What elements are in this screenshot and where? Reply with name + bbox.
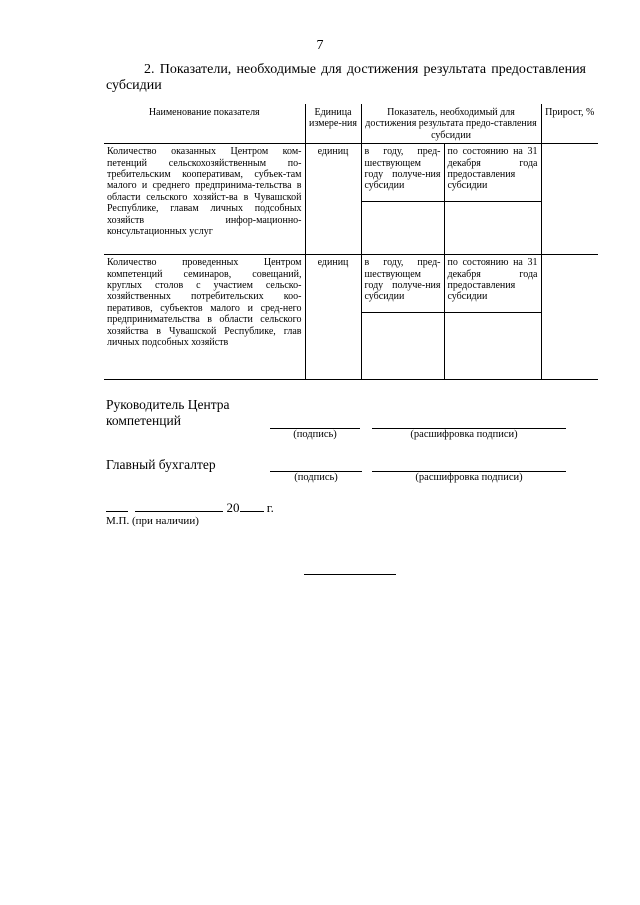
row-as-of: по состоянию на 31 декабря года предоставления субсидии <box>444 144 541 202</box>
indicators-table <box>104 104 598 380</box>
date-year-suffix: г. <box>266 500 274 515</box>
head-label: Руководитель Центра компетенций <box>106 397 230 428</box>
header-growth: Прирост, % <box>541 104 598 144</box>
date-day-blank[interactable] <box>106 500 128 512</box>
table-row <box>104 255 598 313</box>
row-as-of-value <box>444 313 541 380</box>
table-header-row <box>104 104 598 144</box>
header-indicator-value: Показатель, необходимый для достижения результата предо-ставления субсидии <box>361 104 541 144</box>
row-unit: единиц <box>305 144 361 255</box>
page-number: 7 <box>316 38 324 53</box>
row-prev-year-value <box>361 313 444 380</box>
accountant-name-caption: (расшифровка подписи) <box>415 472 523 483</box>
row-indicator-name: Количество проведенных Центром компетенций семинаров, совещаний, круглых столов с участием сельско-хозяйственных потребительских коо-перативов, субъектов малого и сред-него предпринимательства в области сельского хозяйства в Чувашской Республике, глав личных подсобных хозяйств <box>104 255 305 380</box>
row-indicator-name: Количество оказанных Центром ком-петенций сельскохозяйственным по-требительским кооперативам, субъек-там малого и среднего предпринима-тельства в области сельского хозяйст-ва в Чувашской Республике, главам личных подсобных хозяйств инфор-мационно-консультационных услуг <box>104 144 305 255</box>
accountant-label: Главный бухгалтер <box>106 457 216 472</box>
row-prev-year-value <box>361 202 444 255</box>
row-as-of-value <box>444 202 541 255</box>
row-unit: единиц <box>305 255 361 380</box>
stamp-label: М.П. (при наличии) <box>106 515 199 527</box>
header-indicator-name: Наименование показателя <box>104 104 305 144</box>
row-as-of: по состоянию на 31 декабря года предоставления субсидии <box>444 255 541 313</box>
date-line <box>106 500 274 516</box>
row-growth <box>541 144 598 255</box>
end-divider <box>304 574 396 575</box>
head-name-caption: (расшифровка подписи) <box>410 429 518 440</box>
row-prev-year: в году, пред-шествующем году получе-ния субсидии <box>361 144 444 202</box>
head-sign-caption: (подпись) <box>293 429 337 440</box>
table-row <box>104 144 598 202</box>
row-prev-year: в году, пред-шествующем году получе-ния субсидии <box>361 255 444 313</box>
section-title: 2. Показатели, необходимые для достижения результата предоставления субсидии <box>106 62 586 93</box>
header-unit: Единица измере-ния <box>305 104 361 144</box>
date-year-blank[interactable] <box>240 500 264 512</box>
row-growth <box>541 255 598 380</box>
accountant-sign-caption: (подпись) <box>294 472 338 483</box>
date-month-blank[interactable] <box>135 500 223 512</box>
date-year-prefix: 20 <box>226 500 240 515</box>
